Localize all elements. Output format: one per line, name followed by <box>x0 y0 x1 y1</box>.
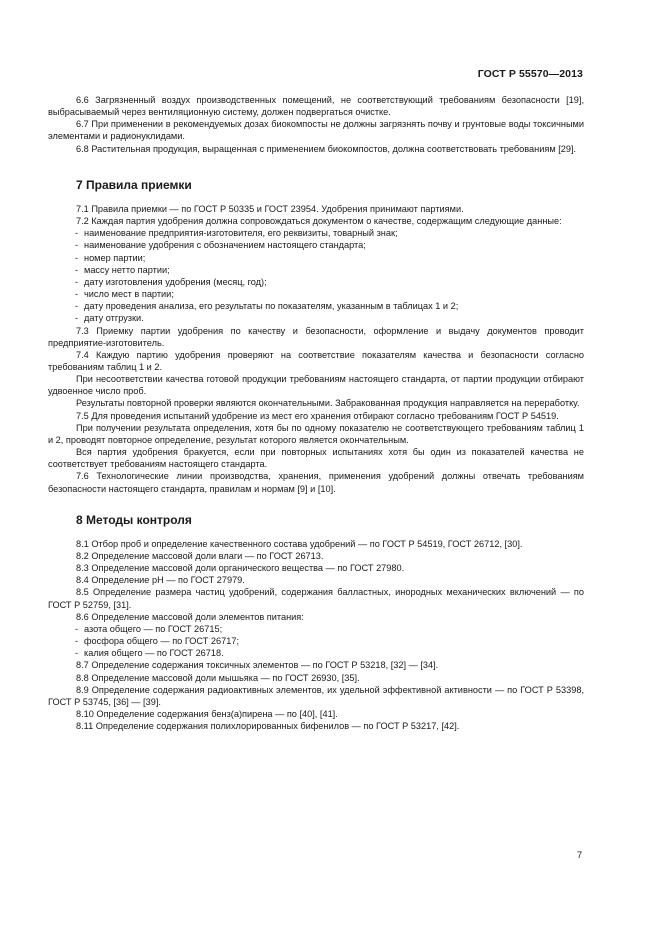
list-item: - наименование предприятия-изготовителя, его реквизиты, товарный знак; <box>75 228 398 239</box>
paragraph-6-8: 6.8 Растительная продукция, выращенная с применением биокомпостов, должна соответствовать требованиям [29]. <box>76 143 577 154</box>
section-7-list <box>48 227 584 324</box>
list-item: - номер партии; <box>75 252 146 263</box>
paragraph-7-5-reject: Вся партия удобрения бракуется, если при повторных испытаниях хотя бы один из показателей качества не соответствует требованиям настоящего стандарта. <box>48 447 584 470</box>
paragraph-7-5: 7.5 Для проведения испытаний удобрение из мест его хранения отбирают согласно требованиям ГОСТ Р 54519. <box>76 410 559 421</box>
section-7-title: 7 Правила приемки <box>76 177 192 192</box>
paragraph-7-4: 7.4 Каждую партию удобрения проверяют на соответствие показателям качества и безопасности согласно требованиям таблиц 1 и 2. <box>48 349 584 372</box>
paragraph-8-11: 8.11 Определение содержания полихлорированных бифенилов — по ГОСТ Р 53217, [42]. <box>76 721 460 732</box>
paragraph-7-1: 7.1 Правила приемки — по ГОСТ Р 50335 и ГОСТ 23954. Удобрения принимают партиями. <box>76 203 464 214</box>
paragraph-8-2: 8.2 Определение массовой доли влаги — по ГОСТ 26713. <box>76 551 324 561</box>
list-item: - дату проведения анализа, его результаты по показателям, указанным в таблицах 1 и 2; <box>75 301 459 312</box>
list-item: - дату отгрузки. <box>75 313 144 324</box>
document-body <box>48 94 584 732</box>
paragraph-8-5: 8.5 Определение размера частиц удобрений, содержания балластных, инородных механических включений — по ГОСТ Р 52759, [31]. <box>48 587 584 610</box>
paragraph-7-4-final-results: Результаты повторной проверки являются окончательными. Забракованная продукция направляется на переработку. <box>76 398 580 409</box>
paragraph-6-6: 6.6 Загрязненный воздух производственных помещений, не соответствующий требованиям безопасности [19], выбрасываемый через вентиляционную систему, должен подвергаться очистке. <box>48 95 584 118</box>
list-item: - наименование удобрения с обозначением настоящего стандарта; <box>75 240 366 251</box>
section-8-title: 8 Методы контроля <box>76 512 192 527</box>
document-header: ГОСТ Р 55570—2013 <box>477 68 583 80</box>
paragraph-8-9: 8.9 Определение содержания радиоактивных элементов, их удельной эффективной активности — по ГОСТ Р 53398, ГОСТ Р 53745, [36] — [39]. <box>48 684 584 707</box>
paragraph-7-4-doubled-samples: При несоответствии качества готовой продукции требованиям настоящего стандарта, от партии продукции отбирают удвоенное число проб. <box>48 374 584 397</box>
paragraph-8-6: 8.6 Определение массовой доли элементов питания: <box>76 611 304 622</box>
paragraph-8-7: 8.7 Определение содержания токсичных элементов — по ГОСТ Р 53218, [32] — [34]. <box>76 660 439 671</box>
paragraph-8-1: 8.1 Отбор проб и определение качественного состава удобрений — по ГОСТ Р 54519, ГОСТ 26712, [30]. <box>76 538 523 549</box>
paragraph-8-10: 8.10 Определение содержания бенз(а)пирена — по [40], [41]. <box>76 709 338 720</box>
paragraph-7-3: 7.3 Приемку партии удобрения по качеству и безопасности, оформление и выдачу документов проводит предприятие-изготовитель. <box>48 325 584 348</box>
list-item: - калия общего — по ГОСТ 26718. <box>75 648 224 659</box>
paragraph-7-2: 7.2 Каждая партия удобрения должна сопровождаться документом о качестве, содержащим следующие данные: <box>76 216 562 227</box>
page-number: 7 <box>577 850 583 860</box>
list-item: - дату изготовления удобрения (месяц, год); <box>75 276 267 287</box>
paragraph-8-3: 8.3 Определение массовой доли органического вещества — по ГОСТ 27980. <box>76 563 405 574</box>
paragraph-7-5-repeat: При получении результата определения, хотя бы по одному показателю не соответствующего требованиям таблиц 1 и 2, проводят повторное определение, результат которого является окончательным. <box>48 422 584 445</box>
list-item: - фосфора общего — по ГОСТ 26717; <box>75 636 240 647</box>
paragraph-8-4: 8.4 Определение pH — по ГОСТ 27979. <box>76 575 245 586</box>
list-item: - азота общего — по ГОСТ 26715; <box>75 623 223 634</box>
paragraph-8-8: 8.8 Определение массовой доли мышьяка — по ГОСТ 26930, [35]. <box>76 672 360 683</box>
section-8-list <box>48 623 584 659</box>
paragraph-7-6: 7.6 Технологические линии производства, хранения, применения удобрений должны отвечать требованиям безопасности настоящего стандарта, правилам и нормам [9] и [10]. <box>48 471 584 494</box>
paragraph-6-7: 6.7 При применении в рекомендуемых дозах биокомпосты не должны загрязнять почву и грунтовые воды токсичными элементами и радионуклидами. <box>48 119 584 142</box>
list-item: - массу нетто партии; <box>75 264 170 275</box>
list-item: - число мест в партии; <box>75 289 174 300</box>
